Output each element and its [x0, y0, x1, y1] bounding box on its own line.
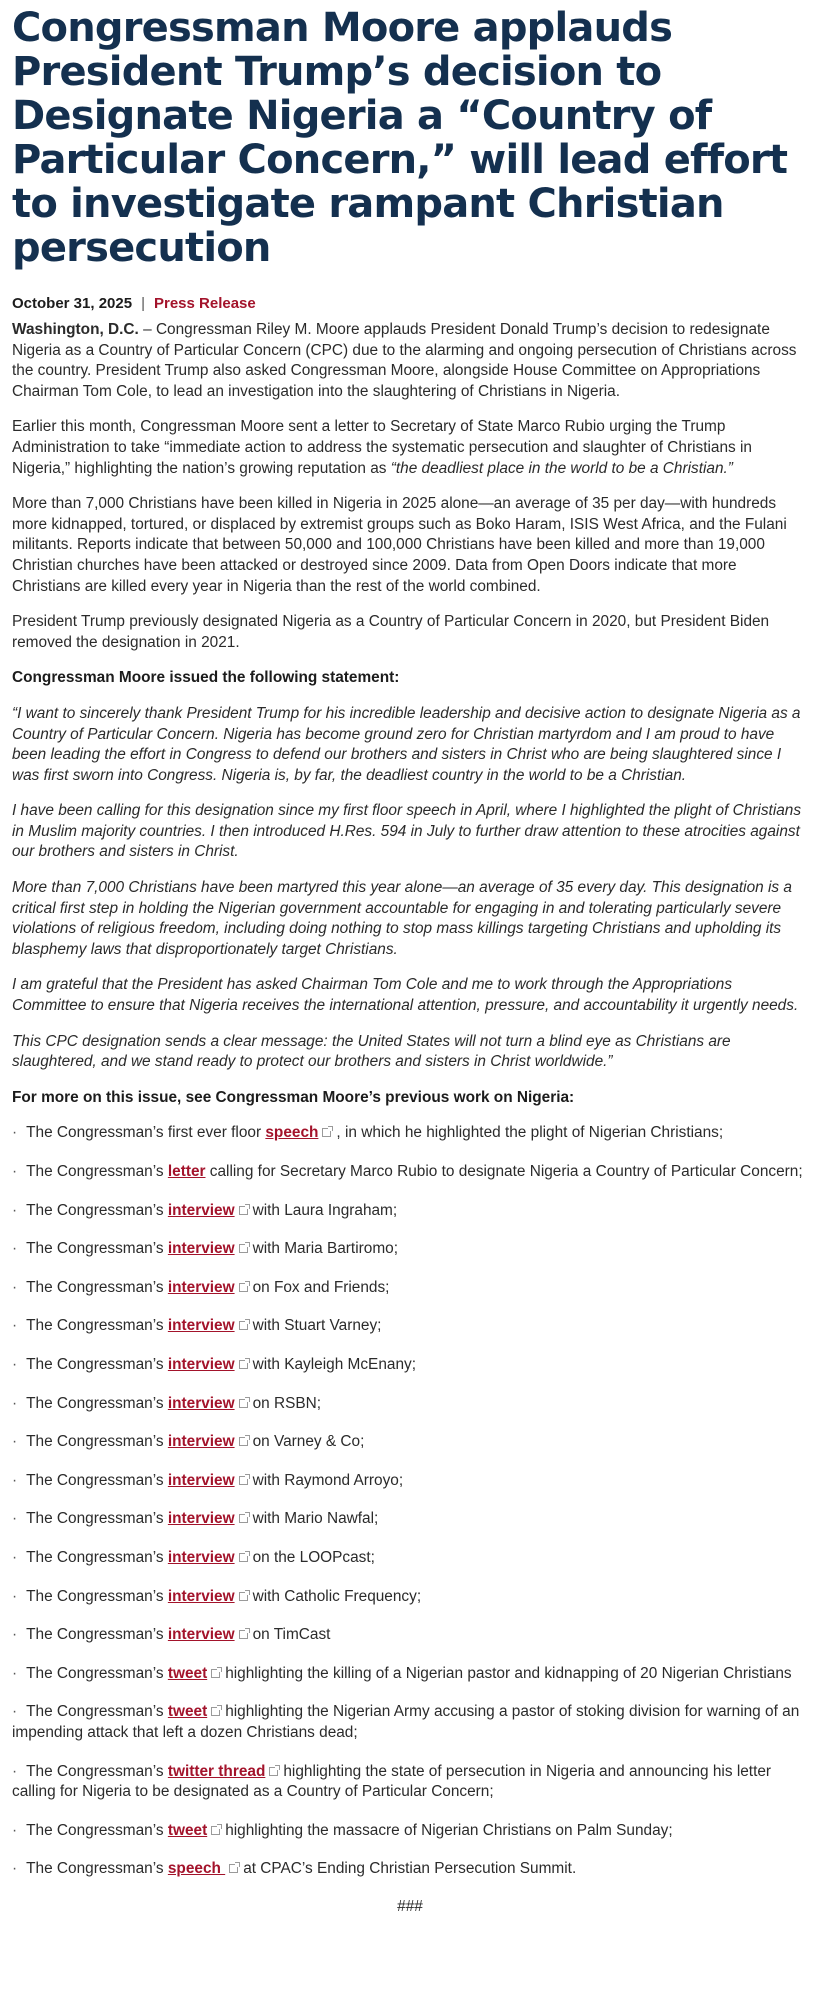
bullet-marker: · — [12, 1703, 18, 1721]
list-item — [12, 1821, 808, 1842]
list-item-text: with Maria Bartiromo; — [252, 1240, 398, 1258]
list-item-link[interactable]: tweet — [167, 1821, 208, 1839]
end-mark: ### — [397, 1897, 423, 1915]
list-item-text: The Congressman’s — [26, 1471, 168, 1489]
list-item — [12, 1123, 808, 1144]
list-item-text: on Varney & Co; — [252, 1433, 365, 1451]
list-item — [12, 1355, 808, 1376]
list-item-link[interactable]: interview — [167, 1355, 235, 1373]
list-item-link[interactable]: interview — [167, 1587, 235, 1605]
list-item-link[interactable]: speech — [265, 1124, 319, 1142]
bullet-marker: · — [12, 1510, 18, 1528]
list-item-text: with Kayleigh McEnany; — [252, 1355, 416, 1373]
list-item-text: highlighting the killing of a Nigerian pastor and kidnapping of 20 Nigerian Christians — [225, 1664, 792, 1682]
list-item-text: The Congressman’s — [26, 1762, 168, 1780]
list-item — [12, 1394, 808, 1415]
paragraph-statistics: More than 7,000 Christians have been killed in Nigeria in 2025 alone—an average of 35 per day—with hundreds more kidnapped, tortured, or displaced by extremist groups such as Boko Haram, ISIS West Africa, and the Fulani militants. Reports indicate that between 50,000 and 100,000 Christians have been killed and more than 19,000 Christian churches have been attacked or destroyed since 2009. Data from Open Doors indicate that more Christians are killed every year in Nigeria than the rest of the world combined. — [12, 495, 787, 595]
external-link-icon — [322, 1128, 331, 1137]
paragraph-letter-quote: “the deadliest place in the world to be a Christian.” — [390, 459, 733, 477]
list-item — [12, 1432, 808, 1453]
list-item-text: The Congressman’s — [26, 1278, 168, 1296]
bullet-marker: · — [12, 1548, 18, 1566]
list-item-link[interactable]: interview — [167, 1201, 235, 1219]
quote-paragraph-5: This CPC designation sends a clear message: the United States will not turn a blind eye as Christians are slaughtered, and we stand ready to protect our brothers and sisters in Christ worldwide.” — [12, 1032, 731, 1071]
list-item — [12, 1162, 808, 1183]
bullet-marker: · — [12, 1821, 18, 1839]
list-item-link[interactable]: interview — [167, 1240, 235, 1258]
external-link-icon — [239, 1592, 248, 1601]
list-item-text: on Fox and Friends; — [252, 1278, 390, 1296]
list-item-text: The Congressman’s — [26, 1821, 168, 1839]
external-link-icon — [239, 1437, 248, 1446]
list-item-text: on RSBN; — [252, 1394, 322, 1412]
bullet-marker: · — [12, 1278, 18, 1296]
release-date: October 31, 2025 — [12, 295, 133, 312]
list-item-text: The Congressman’s — [26, 1587, 168, 1605]
paragraph-intro — [12, 320, 808, 402]
list-item-text: on TimCast — [252, 1626, 331, 1644]
bullet-marker: · — [12, 1664, 18, 1682]
list-item-link[interactable]: interview — [167, 1626, 235, 1644]
list-item-link[interactable]: interview — [167, 1471, 235, 1489]
external-link-icon — [239, 1514, 248, 1523]
bullet-marker: · — [12, 1433, 18, 1451]
list-item-text: The Congressman’s — [26, 1201, 168, 1219]
list-item-text: highlighting the Nigerian Army accusing a pastor of stoking division for warning of an impending attack that left a dozen Christians dead; — [12, 1703, 800, 1741]
list-item-text: The Congressman’s — [26, 1433, 168, 1451]
meta-separator: | — [141, 295, 145, 312]
list-item — [12, 1762, 808, 1803]
previous-work-list — [12, 1123, 808, 1879]
list-item-link[interactable]: letter — [167, 1163, 206, 1180]
external-link-icon — [239, 1206, 248, 1215]
list-item-link[interactable]: interview — [167, 1317, 235, 1335]
external-link-icon — [239, 1476, 248, 1485]
list-item — [12, 1664, 808, 1685]
list-item-text: highlighting the state of persecution in Nigeria and announcing his letter calling for Nigeria to be designated as a Country of Particular Concern; — [12, 1762, 772, 1801]
list-item-link[interactable]: speech — [167, 1860, 226, 1878]
category-link[interactable]: Press Release — [153, 295, 256, 312]
list-item-link[interactable]: interview — [167, 1548, 235, 1566]
list-item-text: The Congressman’s — [26, 1317, 168, 1335]
list-item-text: The Congressman’s — [26, 1240, 168, 1258]
list-item-text: The Congressman’s — [26, 1548, 168, 1566]
external-link-icon — [239, 1283, 248, 1292]
list-item-text: The Congressman’s — [26, 1394, 168, 1412]
bullet-marker: · — [12, 1201, 18, 1219]
list-item-link[interactable]: interview — [167, 1433, 235, 1451]
list-item-text: with Catholic Frequency; — [252, 1587, 422, 1605]
external-link-icon — [269, 1767, 278, 1776]
list-item-text: calling for Secretary Marco Rubio to designate Nigeria a Country of Particular Concern; — [205, 1163, 803, 1180]
external-link-icon — [211, 1707, 220, 1716]
list-item-text: with Stuart Varney; — [252, 1317, 382, 1335]
list-item-text: The Congressman’s — [26, 1626, 168, 1644]
external-link-icon — [239, 1360, 248, 1369]
more-info-heading: For more on this issue, see Congressman Moore’s previous work on Nigeria: — [12, 1088, 575, 1106]
external-link-icon — [211, 1669, 220, 1678]
list-item — [12, 1316, 808, 1337]
bullet-marker: · — [12, 1471, 18, 1489]
external-link-icon — [211, 1826, 220, 1835]
list-item-link[interactable]: tweet — [167, 1703, 208, 1721]
list-item — [12, 1587, 808, 1608]
list-item-text: with Laura Ingraham; — [252, 1201, 398, 1219]
bullet-marker: · — [12, 1394, 18, 1412]
external-link-icon — [239, 1321, 248, 1330]
list-item-text: The Congressman’s — [26, 1355, 168, 1373]
list-item — [12, 1201, 808, 1222]
list-item-text: with Raymond Arroyo; — [252, 1471, 404, 1489]
list-item — [12, 1278, 808, 1299]
paragraph-intro-text: – Congressman Riley M. Moore applauds President Donald Trump’s decision to redesignate Nigeria as a Country of Particular Concern (CPC) due to the alarming and ongoing persecution of Christians across the country. President Trump also asked Congressman Moore, alongside House Committee on Appropriations Chairman Tom Cole, to lead an investigation into the slaughtering of Christians in Nigeria. — [12, 321, 797, 400]
list-item-text: highlighting the massacre of Nigerian Christians on Palm Sunday; — [225, 1821, 673, 1839]
bullet-marker: · — [12, 1240, 18, 1258]
paragraph-history: President Trump previously designated Nigeria as a Country of Particular Concern in 2020, but President Biden removed the designation in 2021. — [12, 613, 770, 651]
external-link-icon — [239, 1244, 248, 1253]
meta-line — [12, 294, 808, 314]
list-item-link[interactable]: twitter thread — [167, 1762, 266, 1780]
list-item — [12, 1509, 808, 1530]
quote-paragraph-1: “I want to sincerely thank President Trump for his incredible leadership and decisive action to designate Nigeria as a Country of Particular Concern. Nigeria has become ground zero for Christian martyrdom and I am proud to have been leading the effort in Congress to defend our brothers and sisters in Christ who are being slaughtered since I was first sworn into Congress. Nigeria is, by far, the deadliest country in the world to be a Christian. — [12, 704, 801, 784]
list-item-link[interactable]: interview — [167, 1510, 235, 1528]
quote-paragraph-3: More than 7,000 Christians have been martyred this year alone—an average of 35 every day. This designation is a critical first step in holding the Nigerian government accountable for engaging in and tolerating particularly severe violations of religious freedom, including doing nothing to stop mass killings targeting Christians and upholding its blasphemy laws that disproportionately target Christians. — [12, 879, 792, 958]
list-item-text: on the LOOPcast; — [252, 1548, 375, 1566]
paragraph-letter-text: Earlier this month, Congressman Moore sent a letter to Secretary of State Marco Rubio urging the Trump Administration to take “immediate action to address the systematic persecution and slaughter of Christians in Nigeria,” highlighting the nation’s growing reputation as — [12, 418, 752, 477]
list-item-text: at CPAC’s Ending Christian Persecution Summit. — [243, 1860, 577, 1878]
list-item — [12, 1471, 808, 1492]
quote-paragraph-4: I am grateful that the President has asked Chairman Tom Cole and me to work through the Appropriations Committee to ensure that Nigeria receives the international attention, pressure, and accountability it urgently needs. — [12, 976, 799, 1015]
list-item — [12, 1548, 808, 1569]
external-link-icon — [239, 1553, 248, 1562]
list-item-text: with Mario Nawfal; — [252, 1510, 379, 1528]
external-link-icon — [239, 1630, 248, 1639]
dateline: Washington, D.C. — [12, 321, 139, 338]
list-item-text: The Congressman’s first ever floor — [26, 1124, 266, 1142]
external-link-icon — [239, 1399, 248, 1408]
bullet-marker: · — [12, 1124, 18, 1142]
list-item — [12, 1859, 808, 1880]
paragraph-letter — [12, 417, 808, 479]
list-item-link[interactable]: interview — [167, 1394, 235, 1412]
list-item-text: The Congressman’s — [26, 1860, 168, 1878]
list-item-text: , in which he highlighted the plight of Nigerian Christians; — [336, 1124, 724, 1142]
bullet-marker: · — [12, 1626, 18, 1644]
bullet-marker: · — [12, 1860, 18, 1878]
list-item-link[interactable]: tweet — [167, 1664, 208, 1682]
bullet-marker: · — [12, 1762, 18, 1780]
bullet-marker: · — [12, 1163, 18, 1180]
bullet-marker: · — [12, 1317, 18, 1335]
list-item — [12, 1239, 808, 1260]
list-item-text: The Congressman’s — [26, 1664, 168, 1682]
quote-paragraph-2: I have been calling for this designation since my first floor speech in April, where I highlighted the plight of Christians in Muslim majority countries. I then introduced H.Res. 594 in July to further draw attention to these atrocities against our brothers and sisters in Christ. — [12, 802, 802, 861]
page-title: Congressman Moore applauds President Trump’s decision to Designate Nigeria a “Country of Particular Concern,” will lead effort to investigate rampant Christian persecution — [12, 5, 788, 271]
list-item — [12, 1625, 808, 1646]
statement-heading: Congressman Moore issued the following statement: — [12, 669, 400, 687]
list-item-text: The Congressman’s — [26, 1703, 168, 1721]
list-item-text: The Congressman’s — [26, 1510, 168, 1528]
list-item — [12, 1702, 808, 1743]
bullet-marker: · — [12, 1587, 18, 1605]
list-item-text: The Congressman’s — [26, 1163, 168, 1180]
bullet-marker: · — [12, 1355, 18, 1373]
list-item-link[interactable]: interview — [167, 1278, 235, 1296]
external-link-icon — [229, 1864, 238, 1873]
